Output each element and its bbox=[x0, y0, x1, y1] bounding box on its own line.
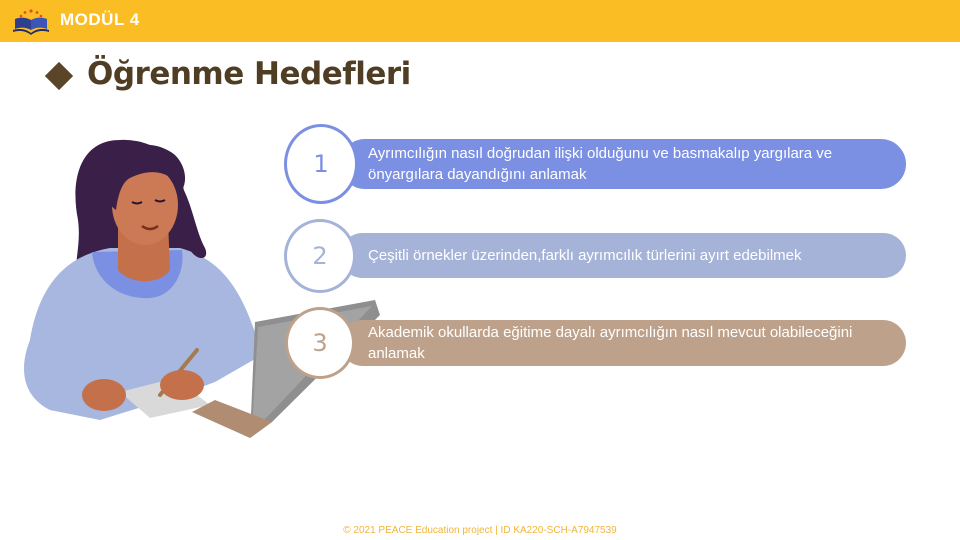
module-label: MODÜL 4 bbox=[60, 10, 140, 29]
footer-copyright: © 2021 PEACE Education project | ID KA220-SCH-A7947539 bbox=[343, 525, 617, 536]
objective-3-number-badge: 3 bbox=[285, 307, 355, 379]
objective-2-text: Çeşitli örnekler üzerinden,farklı ayrımcılık türlerini ayırt edebilmek bbox=[368, 247, 802, 264]
header-bar bbox=[0, 0, 960, 42]
open-book-sun-logo bbox=[12, 7, 50, 35]
objective-1-text: Ayrımcılığın nasıl doğrudan ilişki olduğunu ve basmakalıp yargılara ve önyargılara dayandığını anlamak bbox=[368, 145, 833, 183]
objective-3-text: Akademik okullarda eğitime dayalı ayrımcılığın nasıl mevcut olabileceğini anlamak bbox=[368, 324, 853, 362]
objective-2 bbox=[340, 233, 906, 278]
page-title: Öğrenme Hedefleri bbox=[87, 56, 411, 92]
title-diamond-icon bbox=[45, 62, 73, 90]
objective-1 bbox=[340, 139, 906, 189]
objective-1-number-badge: 1 bbox=[284, 124, 358, 204]
objective-3 bbox=[340, 320, 906, 366]
objective-2-number-badge: 2 bbox=[284, 219, 356, 293]
